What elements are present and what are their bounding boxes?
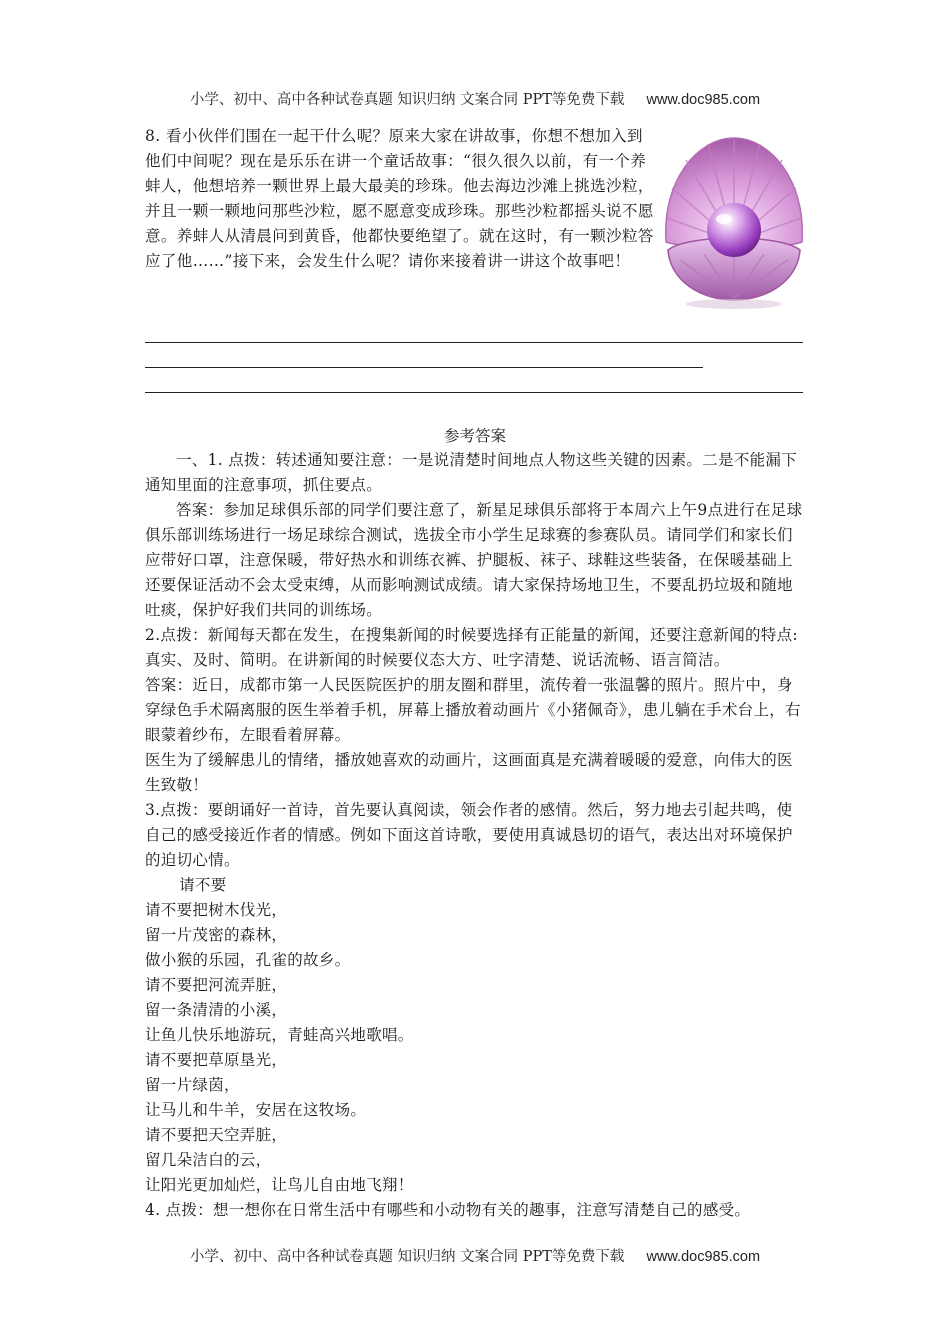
answer-1-answer: 答案：参加足球俱乐部的同学们要注意了，新星足球俱乐部将于本周六上午9点进行在足球俱乐部训练场进行一场足球综合测试，选拔全市小学生足球赛的参赛队员。请同学们和家长们应带好口罩，注意保暖，带好热水和训练衣裤、护腿板、袜子、球鞋这些装备，在保暖基础上还要保证活动不会太受束缚，从而影响测试成绩。请大家保持场地卫生，不要乱扔垃圾和随地吐痰，保护好我们共同的训练场。 <box>145 501 803 619</box>
answer-line-2[interactable] <box>145 367 703 368</box>
poem-line: 做小猴的乐园，孔雀的故乡。 <box>145 951 351 969</box>
header-url[interactable]: www.doc985.com <box>646 92 761 108</box>
footer-url[interactable]: www.doc985.com <box>646 1249 761 1265</box>
poem-line: 留几朵洁白的云， <box>145 1151 272 1169</box>
answers-body <box>145 448 805 1223</box>
poem-line: 让鱼儿快乐地游玩，青蛙高兴地歌唱。 <box>145 1026 414 1044</box>
pearl-shell-image <box>658 130 810 312</box>
poem-line: 请不要把树木伐光， <box>145 901 288 919</box>
header-text: 小学、初中、高中各种试卷真题 知识归纳 文案合同 PPT等免费下载 <box>189 92 625 108</box>
poem-line: 留一条清清的小溪， <box>145 1001 288 1019</box>
answer-3-hint: 3.点拨：要朗诵好一首诗，首先要认真阅读，领会作者的感情。然后，努力地去引起共鸣，使自己的感受接近作者的情感。例如下面这首诗歌，要使用真诚恳切的语气，表达出对环境保护的迫切心情。 <box>145 801 793 869</box>
page-footer <box>0 1245 950 1266</box>
page-header <box>0 88 950 109</box>
poem-line: 请不要把天空弄脏， <box>145 1126 288 1144</box>
answer-2-hint: 2.点拨：新闻每天都在发生，在搜集新闻的时候要选择有正能量的新闻，还要注意新闻的特点:真实、及时、简明。在讲新闻的时候要仪态大方、吐字清楚、说话流畅、语言简洁。 <box>145 626 798 669</box>
answers-title: 参考答案 <box>443 427 506 445</box>
footer-text: 小学、初中、高中各种试卷真题 知识归纳 文案合同 PPT等免费下载 <box>189 1249 625 1265</box>
poem-title: 请不要 <box>179 876 227 894</box>
answer-1-hint: 一、1. 点拨：转述通知要注意：一是说清楚时间地点人物这些关键的因素。二是不能漏下通知里面的注意事项，抓住要点。 <box>145 451 798 494</box>
poem-line: 让马儿和牛羊，安居在这牧场。 <box>145 1101 367 1119</box>
answer-2-answer: 答案：近日，成都市第一人民医院医护的朋友圈和群里，流传着一张温馨的照片。照片中，身穿绿色手术隔离服的医生举着手机，屏幕上播放着动画片《小猪佩奇》，患儿躺在手术台上，右眼蒙着纱布，左眼看着屏幕。 <box>145 676 801 744</box>
poem-line: 请不要把河流弄脏， <box>145 976 288 994</box>
poem-line: 让阳光更加灿烂，让鸟儿自由地飞翔！ <box>145 1176 414 1194</box>
answer-2-answer-cont: 医生为了缓解患儿的情绪，播放她喜欢的动画片，这画面真是充满着暖暖的爱意，向伟大的医生致敬！ <box>145 751 793 794</box>
poem-line: 留一片茂密的森林， <box>145 926 288 944</box>
answer-line-1[interactable] <box>145 342 803 343</box>
question-8: 8. 看小伙伴们围在一起干什么呢？原来大家在讲故事，你想不想加入到他们中间呢？现在是乐乐在讲一个童话故事：“很久很久以前，有一个养蚌人，他想培养一颗世界上最大最美的珍珠。他去海边沙滩上挑选沙粒，并且一颗一颗地问那些沙粒，愿不愿意变成珍珠。那些沙粒都摇头说不愿意。养蚌人从清晨问到黄昏，他都快要绝望了。就在这时，有一颗沙粒答应了他……”接下来，会发生什么呢？请你来接着讲一讲这个故事吧！ <box>145 127 654 270</box>
answer-4-hint: 4. 点拨：想一想你在日常生活中有哪些和小动物有关的趣事，注意写清楚自己的感受。 <box>145 1201 751 1219</box>
poem-line: 请不要把草原垦光， <box>145 1051 288 1069</box>
answer-line-3[interactable] <box>145 392 803 393</box>
poem-line: 留一片绿茵， <box>145 1076 240 1094</box>
